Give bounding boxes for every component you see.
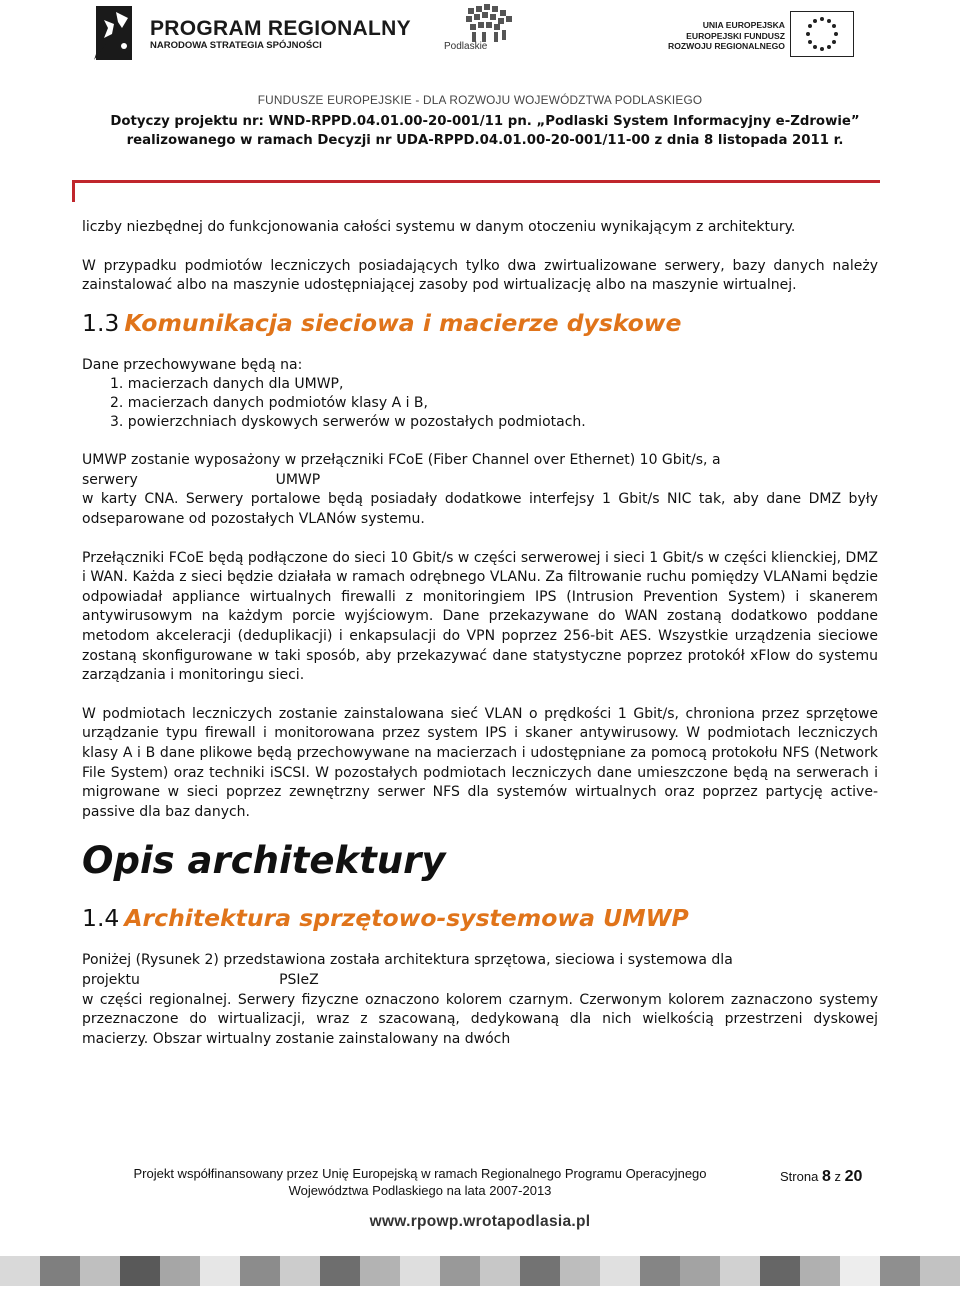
list-intro: Dane przechowywane będą na: [82, 356, 303, 373]
chapter-heading: Opis architektury [82, 839, 446, 883]
program-subtitle: NARODOWA STRATEGIA SPÓJNOŚCI [150, 40, 322, 51]
cofinancing-note [82, 1165, 758, 1199]
split-line [82, 971, 878, 991]
page-number [780, 1168, 862, 1186]
section-number: 1.4 [82, 904, 120, 933]
paragraph: UMWP zostanie wyposażony w przełączniki FCoE (Fiber Channel over Ethernet) 10 Gbit/s, a [82, 452, 721, 469]
paragraph: Przełączniki FCoE będą podłączone do sieci 10 Gbit/s w części serwerowej i sieci 1 Gbit/s w części klienckiej, DMZ i WAN. Każda z sieci będzie działała w ramach odrębnego VLANu. Za filtrowanie ruchu pomiędzy VLANami będzie odpowiadał appliance wirtualnych firewalli z monitoringiem IPS (Intrusion Prevention System) i skanerem antywirusowym na każdym porcie wyjściowym. Dane przekazywane do WAN zostaną dodatkowo poddane metodom akceleracji (deduplikacji) i enkapsulacji do VPN poprzez 256-bit AES. Wszystkie urządzenia sieciowe zostaną skonfigurowane w taki sposób, aby przekazywać dane statystyczne poprzez protokół xFlow do systemu zarządzania i monitoringu sieci. [82, 549, 878, 684]
paragraph: W przypadku podmiotów leczniczych posiadających tylko dwa zwirtualizowane serwery, bazy danych należy zainstalować albo na maszynie udostępniającej zasoby pod wirtualizację albo na maszynie wirtualnej. [82, 257, 878, 294]
paragraph: liczby niezbędnej do funkcjonowania całości systemu w danym otoczeniu wynikającym z architektury. [82, 219, 796, 235]
paragraph: w części regionalnej. Serwery fizyczne oznaczono kolorem czarnym. Czerwonym kolorem zaznaczono systemy przeznaczone do wirtualizacji, wraz z szacowaną, dedykowaną dla nich wielkością przestrzeni dyskowej macierzy. Obszar wirtualny zostanie zainstalowany na dwóch [82, 991, 878, 1047]
page-sep: z [834, 1169, 841, 1184]
split-left: projektu [82, 971, 140, 988]
eu-line: EUROPEJSKI FUNDUSZ [686, 30, 785, 41]
page-prefix: Strona [780, 1169, 819, 1184]
section-title: Komunikacja sieciowa i macierze dyskowe [124, 308, 682, 337]
paragraph: W podmiotach leczniczych zostanie zainstalowana sieć VLAN o prędkości 1 Gbit/s, chroniona przez sprzętowe urządzanie typu firewall i monitorowana przez system IPS i skaner antywirusowy. W podmiotach leczniczych klasy A i B dane plikowe będą przechowywane na macierzach i udostępniane za pomocą protokołu NFS (Network File System) oraz techniki iSCSI. W pozostałych podmiotach leczniczych dane umieszczone będą na serwerach i migrowane w sieci poprzez zewnętrzny serwer NFS dla systemów wirtualnych oraz poprzez partycję active-passive dla baz danych. [82, 705, 878, 820]
eu-line: UNIA EUROPEJSKA [702, 20, 785, 30]
section-heading-1-3 [82, 307, 878, 339]
region-label: Podlaskie [444, 41, 488, 52]
split-left: serwery [82, 471, 138, 488]
eu-line: ROZWOJU REGIONALNEGO [668, 41, 785, 51]
page-current: 8 [821, 1168, 831, 1185]
section-number: 1.3 [82, 308, 120, 337]
split-mid: UMWP [275, 471, 321, 488]
section-title: Architektura sprzętowo-systemowa UMWP [124, 904, 689, 933]
list-item: 1. macierzach danych dla UMWP, [110, 376, 344, 393]
paragraph: Poniżej (Rysunek 2) przedstawiona została architektura sprzętowa, sieciowa i systemowa dla [82, 952, 733, 969]
header-divider-tick [72, 180, 75, 202]
program-regionalny-flag-icon [92, 4, 136, 62]
note-line: Województwa Podlaskiego na lata 2007-2013 [288, 1183, 552, 1198]
header-divider [72, 180, 880, 183]
project-reference: Dotyczy projektu nr: WND-RPPD.04.01.00-20-001/11 pn. „Podlaski System Informacyjny e-Zdrowie” realizowanego w ramach Decyzji nr UDA-RPPD.04.01.00-20-001/11-00 z dnia 8 listopada 2011 r. [110, 114, 860, 148]
eu-text [645, 20, 785, 52]
page-total: 20 [844, 1168, 863, 1185]
page-content [82, 218, 878, 1049]
paragraph: w karty CNA. Serwery portalowe będą posiadały dodatkowe interfejsy 1 Gbit/s NIC tak, aby dane DMZ były odseparowane od pozostałych VLANów systemu. [82, 491, 878, 528]
section-heading-1-4 [82, 902, 878, 934]
split-mid: PSIeZ [279, 971, 319, 988]
website-url: www.rpowp.wrotapodlasia.pl [369, 1213, 591, 1230]
list-item: 3. powierzchniach dyskowych serwerów w pozostałych podmiotach. [110, 414, 586, 431]
program-title: PROGRAM REGIONALNY [150, 17, 411, 40]
split-line [82, 471, 878, 491]
podlaskie-bison-icon [458, 2, 520, 44]
note-line: Projekt współfinansowany przez Unię Europejską w ramach Regionalnego Programu Operacyjnego [133, 1166, 707, 1181]
funds-line: FUNDUSZE EUROPEJSKIE - DLA ROZWOJU WOJEWÓDZTWA PODLASKIEGO [257, 93, 703, 107]
storage-list [82, 375, 878, 432]
logo-bar [0, 0, 960, 70]
list-item: 2. macierzach danych podmiotów klasy A i B, [110, 395, 428, 412]
eu-flag-icon [790, 11, 854, 57]
footer-stripe [0, 1256, 960, 1286]
